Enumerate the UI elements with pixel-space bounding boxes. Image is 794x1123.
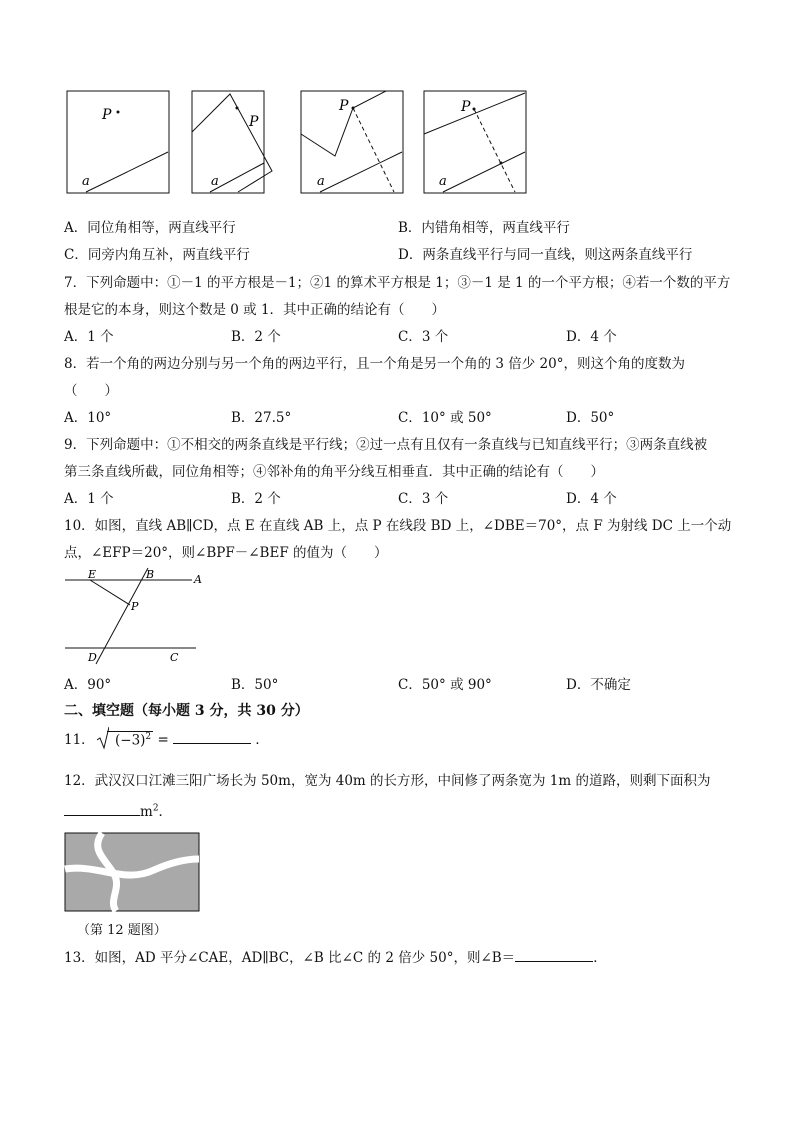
q7-option-c: C．3 个 [398,329,449,345]
q10-stem-line2: 点，∠EFP＝20°，则∠BPF－∠BEF 的值为（ ） [64,545,388,561]
q10-option-d: D．不确定 [566,677,631,693]
point-p-label: P [249,114,259,130]
q11-exponent: 2 [145,731,152,742]
q11-expression: (−3) [114,732,146,748]
q11-radical [101,731,153,749]
q9-option-c: C．3 个 [398,491,449,507]
line-a-label: a [82,174,90,189]
q6-figure-2 [188,88,288,196]
q12-figure [64,832,200,912]
q13-stem: 13．如图，AD 平分∠CAE，AD∥BC，∠B 比∠C 的 2 倍少 50°，则∠B＝ [64,950,516,966]
q6-figure-4 [421,88,529,196]
q8-stem-line1: 8．若一个角的两边分别与另一个角的两边平行，且一个角是另一个角的 3 倍少 20°，则这个角的度数为 [64,356,685,372]
point-p-label: P [461,99,471,115]
q6-option-b: B．内错角相等，两直线平行 [398,220,570,236]
q13-end: ． [593,950,607,966]
q10-figure [60,566,210,666]
q12-unit: m [140,804,153,820]
q7-stem-line1: 7．下列命题中：①－1 的平方根是－1；②1 的算术平方根是 1；③－1 是 1 的一个平方根；④若一个数的平方 [64,275,731,291]
q7-option-a: A．1 个 [64,329,114,345]
q9-stem-line2: 第三条直线所截，同位角相等；④邻补角的角平分线互相垂直．其中正确的结论有（ ） [64,464,604,480]
q12-stem-line1: 12．武汉汉口江滩三阳广场长为 50m，宽为 40m 的长方形，中间修了两条宽为 1m 的道路，则剩下面积为 [64,773,711,789]
point-c-label: C [170,651,179,664]
q12-unit-exponent: 2 [152,803,159,814]
point-p-label: P [339,98,349,114]
q8-option-a: A．10° [64,410,112,426]
q12-stem-line2 [64,800,172,820]
q8-option-d: D．50° [566,410,615,426]
point-p-label: P [102,107,112,123]
q7-option-b: B．2 个 [231,329,281,345]
q11-end: ． [255,732,269,748]
line-a-label: a [317,174,325,189]
q13-answer-blank[interactable] [515,961,593,962]
section-2-heading: 二、填空题（每小题 3 分，共 30 分） [64,703,309,719]
q7-option-d: D．4 个 [566,329,617,345]
q6-option-d: D．两条直线平行与同一直线，则这两条直线平行 [398,247,693,263]
point-e-label: E [88,568,97,581]
q6-figure-1 [64,88,172,196]
point-a-label: A [194,573,202,586]
q11 [64,728,269,754]
q9-option-a: A．1 个 [64,491,114,507]
q12-answer-blank[interactable] [64,815,140,816]
point-b-label: B [146,568,155,581]
q12-figure-caption: （第 12 题图） [77,923,167,938]
q11-equals: = [157,732,169,748]
q6-option-c: C．同旁内角互补，两直线平行 [64,247,250,263]
q9-stem-line1: 9．下列命题中：①不相交的两条直线是平行线；②过一点有且仅有一条直线与已知直线平行；③两条直线被 [64,437,708,453]
radical-sign-icon [97,726,109,750]
q11-answer-blank[interactable] [173,743,251,744]
q12-end: ． [158,804,173,820]
point-p-label: P [131,600,139,613]
q10-option-c: C．50° 或 90° [398,677,492,693]
q10-option-b: B．50° [231,677,279,693]
q10-stem-line1: 10．如图，直线 AB∥CD，点 E 在直线 AB 上，点 P 在线段 BD 上，∠DBE＝70°，点 F 为射线 DC 上一个动 [64,518,732,534]
point-d-label: D [88,651,97,664]
q11-number: 11． [64,732,95,748]
q13 [64,946,607,966]
q9-option-d: D．4 个 [566,491,617,507]
line-a-label: a [439,174,447,189]
q6-figure-3 [298,88,406,196]
line-a-label: a [211,174,219,189]
q7-stem-line2: 根是它的本身，则这个数是 0 或 1．其中正确的结论有（ ） [64,302,446,318]
q8-option-c: C．10° 或 50° [398,410,492,426]
q9-option-b: B．2 个 [231,491,281,507]
q10-option-a: A．90° [64,677,112,693]
q8-option-b: B．27.5° [231,410,292,426]
q8-stem-line2: （ ） [64,383,118,399]
q6-option-a: A．同位角相等，两直线平行 [64,220,236,236]
